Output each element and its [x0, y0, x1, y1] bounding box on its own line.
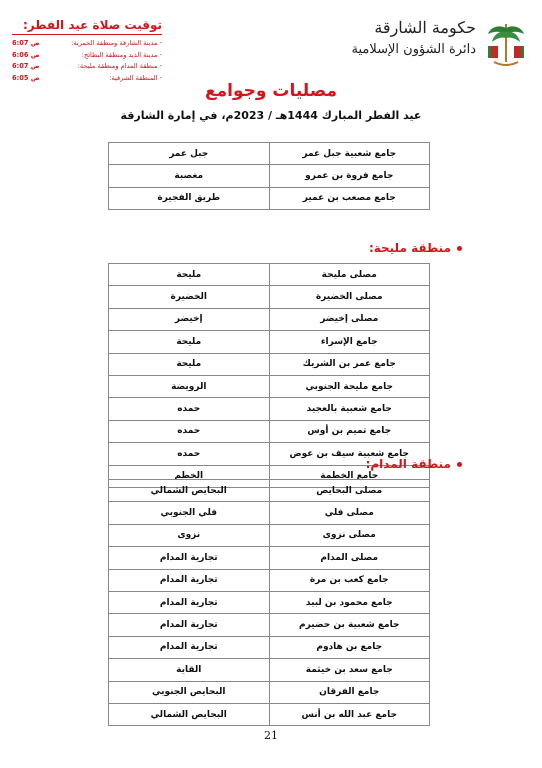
- page-number: 21: [264, 729, 278, 742]
- prayer-time-row: [12, 61, 162, 73]
- prayer-time-area: - منطقة المدام ومنطقة مليحة:: [77, 62, 162, 70]
- mosque-name-cell: مصلى نزوى: [269, 524, 430, 546]
- table-row: [109, 547, 430, 569]
- table-row: [109, 480, 430, 502]
- section-heading-label: منطقة المدام:: [365, 457, 451, 471]
- area-name-cell: طريق الفجيرة: [109, 187, 270, 209]
- mosque-name-cell: مصلى المدام: [269, 547, 430, 569]
- section-heading-label: منطقة مليحة:: [368, 241, 451, 255]
- bullet-icon: [457, 246, 462, 251]
- table-row: [109, 375, 430, 397]
- mosque-name-cell: جامع شعبية بالعجيد: [269, 398, 430, 420]
- mosque-table: [108, 142, 430, 210]
- area-name-cell: البحايص الشمالي: [109, 480, 270, 502]
- table-row: [109, 187, 430, 209]
- prayer-times-box: [12, 18, 162, 84]
- table-row: [109, 165, 430, 187]
- prayer-time-value: 6:07 ص: [12, 62, 40, 70]
- table-row: [109, 502, 430, 524]
- prayer-times-title: توقيت صلاة عيد الفطر:: [12, 18, 162, 35]
- area-name-cell: مغصبة: [109, 165, 270, 187]
- area-name-cell: الخضيرة: [109, 286, 270, 308]
- mosque-name-cell: جامع عمر بن الشريك: [269, 353, 430, 375]
- table-row: [109, 636, 430, 658]
- bullet-icon: [457, 462, 462, 467]
- area-name-cell: حمده: [109, 420, 270, 442]
- table-row: [109, 143, 430, 165]
- area-name-cell: إخيضر: [109, 308, 270, 330]
- area-name-cell: الرويضة: [109, 375, 270, 397]
- area-name-cell: مليحة: [109, 264, 270, 286]
- prayer-time-value: 6:06 ص: [12, 50, 40, 59]
- area-name-cell: تجارية المدام: [109, 614, 270, 636]
- mosque-name-cell: مصلى البحايص: [269, 480, 430, 502]
- page-title: مصليات وجوامع: [205, 81, 337, 101]
- area-name-cell: القاية: [109, 659, 270, 681]
- mosque-table: [108, 263, 430, 488]
- area-name-cell: تجارية المدام: [109, 636, 270, 658]
- table-row: [109, 353, 430, 375]
- mosque-name-cell: جامع الخطمة: [269, 465, 430, 487]
- prayer-time-value: 6:05 ص: [12, 73, 40, 82]
- table-row: [109, 569, 430, 591]
- mosque-name-cell: جامع فروة بن عمرو: [269, 165, 430, 187]
- mosque-name-cell: جامع شعبية بن حضيرم: [269, 614, 430, 636]
- mosque-name-cell: جامع شعبية سيف بن عوض: [269, 443, 430, 465]
- table-row: [109, 659, 430, 681]
- prayer-time-value: 6:07 ص: [12, 39, 40, 47]
- mosque-name-cell: مصلى الخضيرة: [269, 286, 430, 308]
- page-subtitle: عيد الفطر المبارك 1444هـ / 2023م، في إمارة الشارقة: [120, 109, 422, 122]
- table-row: [109, 524, 430, 546]
- sharjah-emblem-icon: [484, 18, 528, 68]
- table-row: [109, 681, 430, 703]
- prayer-time-area: - مدينة الشارقة ومنطقة الحمرية:: [71, 39, 162, 47]
- mosque-name-cell: جامع مليحة الجنوبي: [269, 375, 430, 397]
- table-row: [109, 703, 430, 725]
- prayer-time-row: [12, 50, 162, 62]
- area-name-cell: تجارية المدام: [109, 547, 270, 569]
- area-name-cell: تجارية المدام: [109, 591, 270, 613]
- mosque-name-cell: جامع تميم بن أوس: [269, 420, 430, 442]
- department-title: دائرة الشؤون الإسلامية: [351, 42, 476, 57]
- area-name-cell: البحايص الجنوبي: [109, 681, 270, 703]
- area-name-cell: مليحة: [109, 331, 270, 353]
- mosque-name-cell: جامع الفرقان: [269, 681, 430, 703]
- table-row: [109, 331, 430, 353]
- area-name-cell: نزوى: [109, 524, 270, 546]
- government-title: حكومة الشارقة: [374, 18, 476, 37]
- header-logo: [308, 14, 528, 70]
- mosque-name-cell: جامع بن هادوم: [269, 636, 430, 658]
- section-heading: [366, 457, 462, 471]
- mosque-name-cell: جامع محمود بن لبيد: [269, 591, 430, 613]
- mosque-name-cell: مصلى فلي: [269, 502, 430, 524]
- prayer-time-area: - مدينة الذيد ومنطقة البطائح:: [81, 50, 162, 59]
- mosque-name-cell: مصلى إخيضر: [269, 308, 430, 330]
- table-row: [109, 614, 430, 636]
- mosque-table: [108, 479, 430, 726]
- mosque-name-cell: جامع كعب بن مرة: [269, 569, 430, 591]
- section-heading: [369, 241, 462, 255]
- area-name-cell: حمده: [109, 398, 270, 420]
- mosque-name-cell: جامع الإسراء: [269, 331, 430, 353]
- area-name-cell: مليحة: [109, 353, 270, 375]
- table-row: [109, 420, 430, 442]
- area-name-cell: البحايص الشمالي: [109, 703, 270, 725]
- area-name-cell: فلي الجنوبي: [109, 502, 270, 524]
- table-row: [109, 264, 430, 286]
- table-row: [109, 308, 430, 330]
- area-name-cell: الخطم: [109, 465, 270, 487]
- table-row: [109, 286, 430, 308]
- prayer-times-list: [12, 38, 162, 84]
- prayer-time-row: [12, 38, 162, 50]
- prayer-time-area: - المنطقة الشرقية:: [109, 73, 162, 82]
- area-name-cell: حمده: [109, 443, 270, 465]
- area-name-cell: تجارية المدام: [109, 569, 270, 591]
- mosque-name-cell: جامع شعبية جبل عمر: [269, 143, 430, 165]
- area-name-cell: جبل عمر: [109, 143, 270, 165]
- table-row: [109, 398, 430, 420]
- table-row: [109, 591, 430, 613]
- mosque-name-cell: جامع عبد الله بن أنس: [269, 703, 430, 725]
- mosque-name-cell: جامع سعد بن خيثمة: [269, 659, 430, 681]
- mosque-name-cell: مصلى مليحة: [269, 264, 430, 286]
- mosque-name-cell: جامع مصعب بن عمير: [269, 187, 430, 209]
